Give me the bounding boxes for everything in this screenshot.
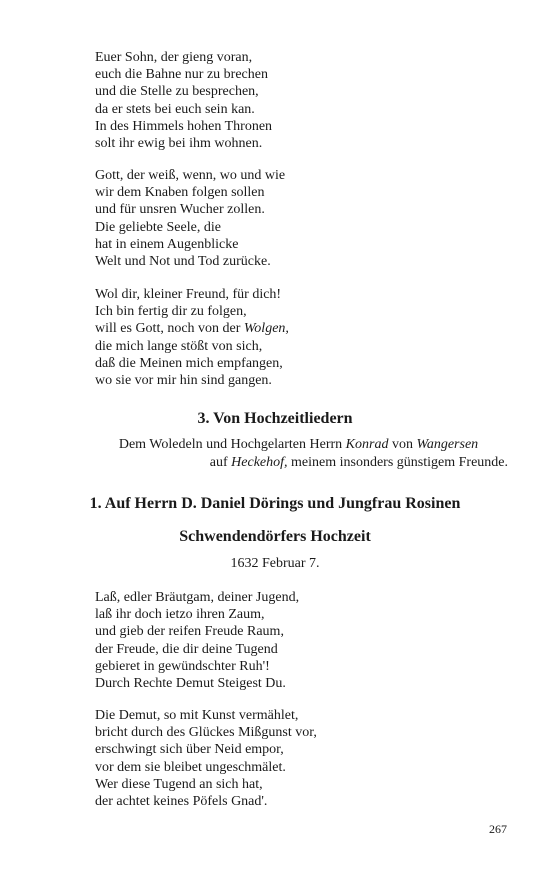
text-run: wo sie vor mir hin sind gangen. <box>95 373 272 389</box>
poem-title: Schwendendörfers Hochzeit <box>179 528 371 545</box>
verse-line <box>95 101 505 118</box>
verse-line <box>95 759 505 776</box>
stanza <box>95 49 505 152</box>
verse-line <box>95 184 505 201</box>
text-run: Die Demut, so mit Kunst vermählet, <box>95 708 299 723</box>
stanza <box>95 707 505 810</box>
verse-line <box>95 201 505 218</box>
text-run: gebieret in gewündschter Ruh'! <box>95 658 270 674</box>
text-run: Laß, edler Bräutgam, deiner Jugend, <box>95 590 300 605</box>
text-run: daß die Meinen mich empfangen, <box>95 355 283 371</box>
text-run: Ich bin fertig dir zu folgen, <box>95 304 247 320</box>
verse-line <box>95 641 505 658</box>
text-run: vor dem sie bleibet ungeschmälet. <box>95 759 286 775</box>
verse-line <box>95 793 505 810</box>
text-run: der achtet keines Pöfels Gnad'. <box>95 794 268 810</box>
italic-text: Wolgen, <box>243 321 289 337</box>
stanza <box>95 167 505 270</box>
text-run: erschwingt sich über Neid empor, <box>95 742 284 758</box>
verse-line <box>95 253 505 270</box>
text-run: hat in einem Augenblicke <box>95 236 239 252</box>
verse-line <box>95 658 505 675</box>
text-run: auf <box>209 454 232 470</box>
verse-line <box>95 83 505 100</box>
text-run: da er stets bei euch sein kan. <box>95 101 255 117</box>
poem-title: 1. Auf Herrn D. Daniel Dörings und Jungfrau Rosinen <box>89 495 461 512</box>
verse-line <box>95 724 505 741</box>
text-run: und die Stelle zu besprechen, <box>95 84 259 100</box>
verse-line <box>95 167 505 184</box>
verse-line <box>95 589 505 606</box>
dedication <box>95 436 508 471</box>
text-run: Wol dir, kleiner Freund, für dich! <box>95 287 282 302</box>
verse-line <box>95 606 505 623</box>
verse-line <box>95 286 505 303</box>
italic-text: Heckehof, <box>231 454 288 470</box>
verse-line <box>95 135 505 152</box>
text-run: wir dem Knaben folgen sollen <box>95 185 265 201</box>
stanza <box>95 286 505 389</box>
verse-line <box>95 118 505 135</box>
italic-text: Konrad <box>345 437 389 452</box>
verse-line <box>95 338 505 355</box>
verse-line <box>95 776 505 793</box>
text-run: laß ihr doch ietzo ihren Zaum, <box>95 607 265 623</box>
text-run: von <box>388 437 417 452</box>
verse-line <box>95 236 505 253</box>
verse-line <box>95 741 505 758</box>
text-run: Euer Sohn, der gieng voran, <box>95 50 253 65</box>
text-run: und für unsren Wucher zollen. <box>95 202 265 218</box>
verse-line <box>95 320 505 337</box>
text-run: bricht durch des Glückes Mißgunst vor, <box>95 725 317 741</box>
verse-line <box>95 66 505 83</box>
section-heading: 3. Von Hochzeitliedern <box>197 410 353 427</box>
text-run: und gieb der reifen Freude Raum, <box>95 624 284 640</box>
verse-line <box>95 219 505 236</box>
text-run: solt ihr ewig bei ihm wohnen. <box>95 136 263 152</box>
text-run: Welt und Not und Tod zurücke. <box>95 254 271 270</box>
verse-line <box>95 372 505 389</box>
verse-line <box>95 623 505 640</box>
verse-line <box>95 355 505 372</box>
poem-date: 1632 Februar 7. <box>230 556 320 571</box>
text-run: Durch Rechte Demut Steigest Du. <box>95 676 286 692</box>
text-run: In des Himmels hohen Thronen <box>95 118 273 134</box>
text-run: der Freude, die dir deine Tugend <box>95 641 278 657</box>
dedication-line <box>89 436 508 454</box>
text-run: Die geliebte Seele, die <box>95 219 221 235</box>
verse-line <box>95 707 505 724</box>
verse-line <box>95 49 505 66</box>
stanza <box>95 589 505 692</box>
text-run: Dem Woledeln und Hochgelarten Herrn <box>118 437 346 452</box>
italic-text: Wangersen <box>416 437 479 452</box>
text-run: meinem insonders günstigem Freunde. <box>287 454 508 470</box>
verse-line <box>95 675 505 692</box>
verse-line <box>95 303 505 320</box>
text-run: euch die Bahne nur zu brechen <box>95 67 268 83</box>
text-run: Wer diese Tugend an sich hat, <box>95 776 263 792</box>
text-run: will es Gott, noch von der <box>95 321 244 337</box>
dedication-line <box>95 454 508 472</box>
text-run: Gott, der weiß, wenn, wo und wie <box>95 168 286 183</box>
text-run: die mich lange stößt von sich, <box>95 338 263 354</box>
page-number: 267 <box>489 822 507 836</box>
